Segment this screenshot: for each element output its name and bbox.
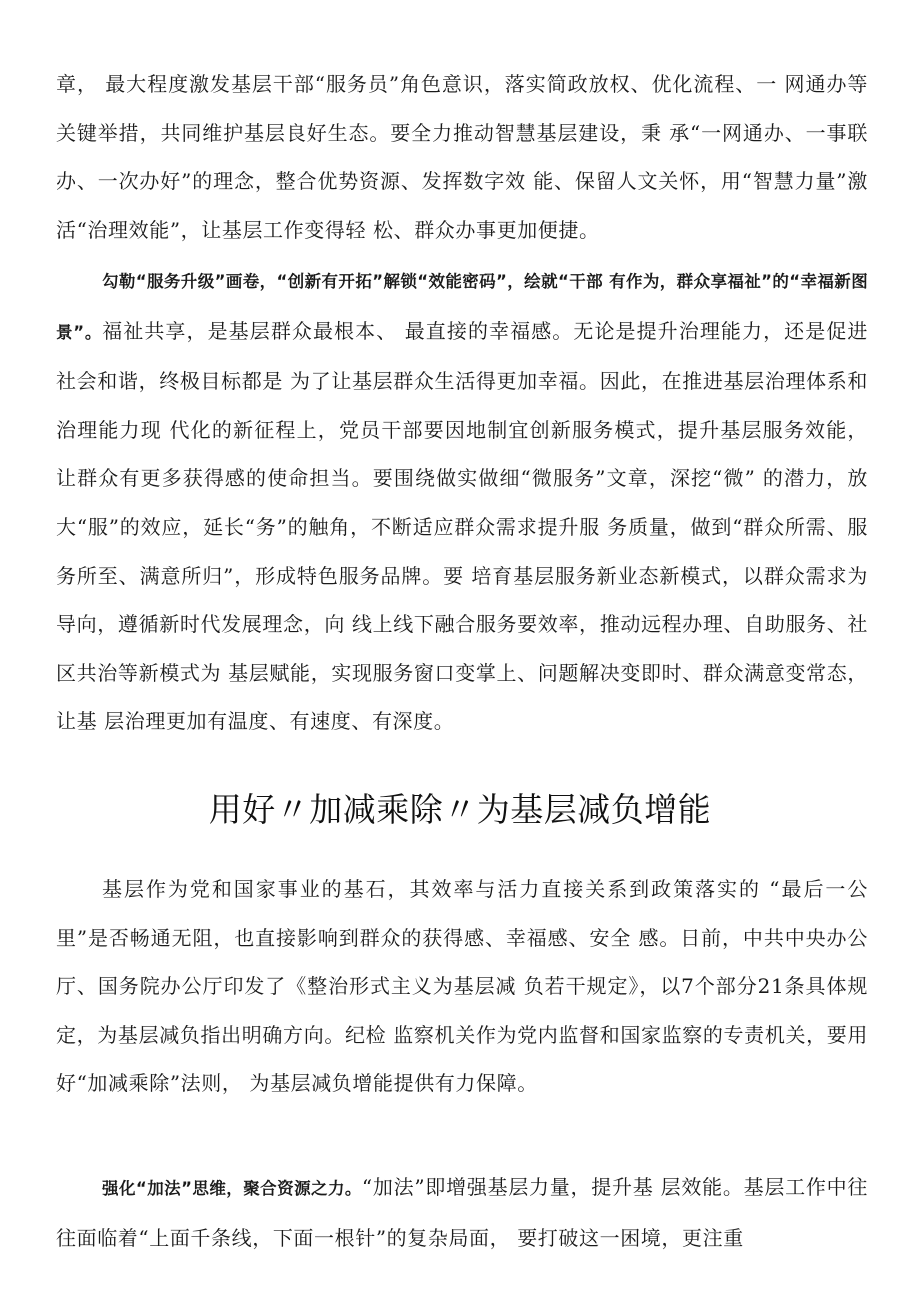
paragraph-2-lead: 勾勒“服务升级”画卷，“创新有开拓”解锁“效能密码”，绘就“干部 有作为，群众享福祉”的“幸福新图景”。 (56, 272, 868, 342)
paragraph-3 (56, 865, 868, 1108)
paragraph-4 (56, 1163, 868, 1262)
paragraph-4-lead: 强化“加法”思维，聚合资源之力。 (102, 1179, 362, 1198)
paragraph-1 (56, 60, 868, 254)
section-heading: 用好〃加减乘除〃为基层减负增能 (208, 790, 712, 829)
paragraph-4-text: “加法”即增强基层力量，提升基 层效能。基层工作中往往面临着“上面千条线，下面一根针”的复杂局面， 要打破这一困境，更注重 (56, 1175, 868, 1250)
paragraph-1-text: 章， 最大程度激发基层干部“服务员”角色意识，落实简政放权、优化流程、一 网通办等关键举措，共同维护基层良好生态。要全力推动智慧基层建设，秉 承“一网通办、一事联办、一次办好”的理念，整合优势资源、发挥数字效 能、保留人文关怀，用“智慧力量”激活“治理效能”，让基层工作变得轻 松、群众办事更加便捷。 (56, 72, 868, 242)
paragraph-3-text: 基层作为党和国家事业的基石，其效率与活力直接关系到政策落实的 “最后一公里”是否畅通无阻，也直接影响到群众的获得感、幸福感、安全 感。日前，中共中央办公厅、国务院办公厅印发了《整治形式主义为基层减 负若干规定》，以7个部分21条具体规定，为基层减负指出明确方向。纪检 监察机关作为党内监督和国家监察的专责机关，要用好“加减乘除”法则， 为基层减负增能提供有力保障。 (56, 877, 868, 1096)
paragraph-2-text: 福祉共享，是基层群众最根本、 最直接的幸福感。无论是提升治理能力，还是促进社会和谐，终极目标都是 为了让基层群众生活得更加幸福。因此，在推进基层治理体系和治理能力现 代化的新征程上，党员干部要因地制宜创新服务模式，提升基层服务效能， 让群众有更多获得感的使命担当。要围绕做实做细“微服务”文章，深挖“微” 的潜力，放大“服”的效应，延长“务”的触角，不断适应群众需求提升服 务质量，做到“群众所需、服务所至、满意所归”，形成特色服务品牌。要 培育基层服务新业态新模式，以群众需求为导向，遵循新时代发展理念，向 线上线下融合服务要效率，推动远程办理、自助服务、社区共治等新模式为 基层赋能，实现服务窗口变掌上、问题解决变即时、群众满意变常态，让基 层治理更加有温度、有速度、有深度。 (56, 318, 868, 734)
paragraph-2 (56, 256, 868, 746)
